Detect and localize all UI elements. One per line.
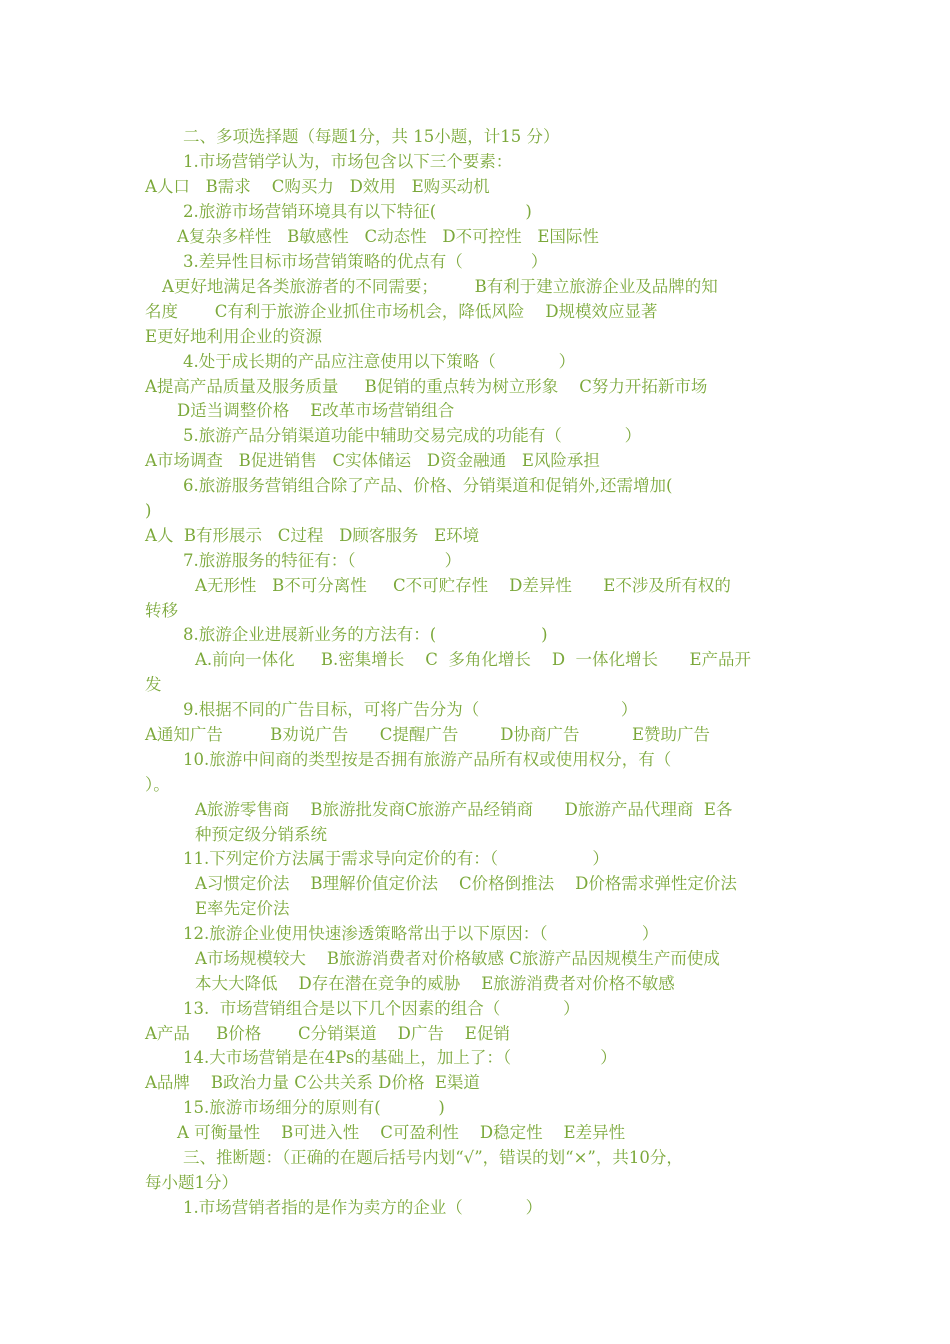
- question-13-options: A产品 B价格 C分销渠道 D广告 E促销: [145, 1024, 510, 1043]
- question-3-options-line-1: A更好地满足各类旅游者的不同需要； B有利于建立旅游企业及品牌的知: [162, 277, 718, 296]
- question-12-options-line-1: A市场规模较大 B旅游消费者对价格敏感 C旅游产品因规模生产而使成: [195, 949, 720, 968]
- question-4-options-line-1: A提高产品质量及服务质量 B促销的重点转为树立形象 C努力开拓新市场: [145, 377, 708, 396]
- question-12: 12.旅游企业使用快速渗透策略常出于以下原因：（ ）: [183, 924, 659, 943]
- section-heading-true-false: 三、推断题：（正确的在题后括号内划“√”，错误的划“×”，共10分，: [183, 1148, 683, 1167]
- question-3-options-line-2: 名度 C有利于旅游企业抓住市场机会，降低风险 D规模效应显著: [145, 302, 658, 321]
- question-7-options-line-1: A无形性 B不可分离性 C不可贮存性 D差异性 E不涉及所有权的: [195, 576, 731, 595]
- question-2: 2.旅游市场营销环境具有以下特征( ): [183, 202, 532, 221]
- question-9: 9.根据不同的广告目标，可将广告分为（ ）: [183, 700, 638, 719]
- question-4-options-line-2: D适当调整价格 E改革市场营销组合: [177, 401, 455, 420]
- section-heading-multiple-choice: 二、多项选择题（每题1分，共 15小题，计15 分）: [183, 127, 560, 146]
- question-11: 11.下列定价方法属于需求导向定价的有：（ ）: [183, 849, 609, 868]
- question-1: 1.市场营销学认为，市场包含以下三个要素：: [183, 152, 513, 171]
- question-3: 3.差异性目标市场营销策略的优点有（ ）: [183, 252, 548, 271]
- question-10-options-line-2: 种预定级分销系统: [195, 825, 327, 844]
- question-13: 13. 市场营销组合是以下几个因素的组合（ ）: [183, 999, 580, 1018]
- question-7: 7.旅游服务的特征有：（ ）: [183, 551, 462, 570]
- question-8-options-line-1: A.前向一体化 B.密集增长 C 多角化增长 D 一体化增长 E产品开: [195, 650, 752, 669]
- question-15: 15.旅游市场细分的原则有( ): [183, 1098, 445, 1117]
- question-8: 8.旅游企业进展新业务的方法有：( ): [183, 625, 548, 644]
- question-6-continued: ): [145, 501, 152, 520]
- question-2-options: A复杂多样性 B敏感性 C动态性 D不可控性 E国际性: [177, 227, 599, 246]
- question-3-options-line-3: E更好地利用企业的资源: [145, 327, 323, 346]
- question-5-options: A市场调查 B促进销售 C实体储运 D资金融通 E风险承担: [145, 451, 600, 470]
- section-heading-true-false-continued: 每小题1分）: [145, 1173, 238, 1192]
- true-false-question-1: 1.市场营销者指的是作为卖方的企业（ ）: [183, 1198, 543, 1217]
- question-10-options-line-1: A旅游零售商 B旅游批发商C旅游产品经销商 D旅游产品代理商 E各: [195, 800, 733, 819]
- question-11-options-line-2: E率先定价法: [195, 899, 290, 918]
- question-14: 14.大市场营销是在4Ps的基础上，加上了：（ ）: [183, 1048, 617, 1067]
- question-8-options-line-2: 发: [145, 675, 162, 694]
- question-12-options-line-2: 本大大降低 D存在潜在竞争的威胁 E旅游消费者对价格不敏感: [195, 974, 675, 993]
- question-6: 6.旅游服务营销组合除了产品、价格、分销渠道和促销外,还需增加(: [183, 476, 673, 495]
- question-10: 10.旅游中间商的类型按是否拥有旅游产品所有权或使用权分，有（: [183, 750, 672, 769]
- question-6-options: A人 B有形展示 C过程 D顾客服务 E环境: [145, 526, 480, 545]
- question-4: 4.处于成长期的产品应注意使用以下策略（ ）: [183, 352, 576, 371]
- question-10-continued: ）。: [145, 775, 170, 794]
- question-15-options: A 可衡量性 B可进入性 C可盈利性 D稳定性 E差异性: [177, 1123, 626, 1142]
- question-5: 5.旅游产品分销渠道功能中辅助交易完成的功能有（ ）: [183, 426, 642, 445]
- question-1-options: A人口 B需求 C购买力 D效用 E购买动机: [145, 177, 490, 196]
- question-9-options: A通知广告 B劝说广告 C提醒广告 D协商广告 E赞助广告: [145, 725, 711, 744]
- question-11-options-line-1: A习惯定价法 B理解价值定价法 C价格倒推法 D价格需求弹性定价法: [195, 874, 737, 893]
- question-7-options-line-2: 转移: [145, 601, 178, 620]
- question-14-options: A品牌 B政治力量 C公共关系 D价格 E渠道: [145, 1073, 480, 1092]
